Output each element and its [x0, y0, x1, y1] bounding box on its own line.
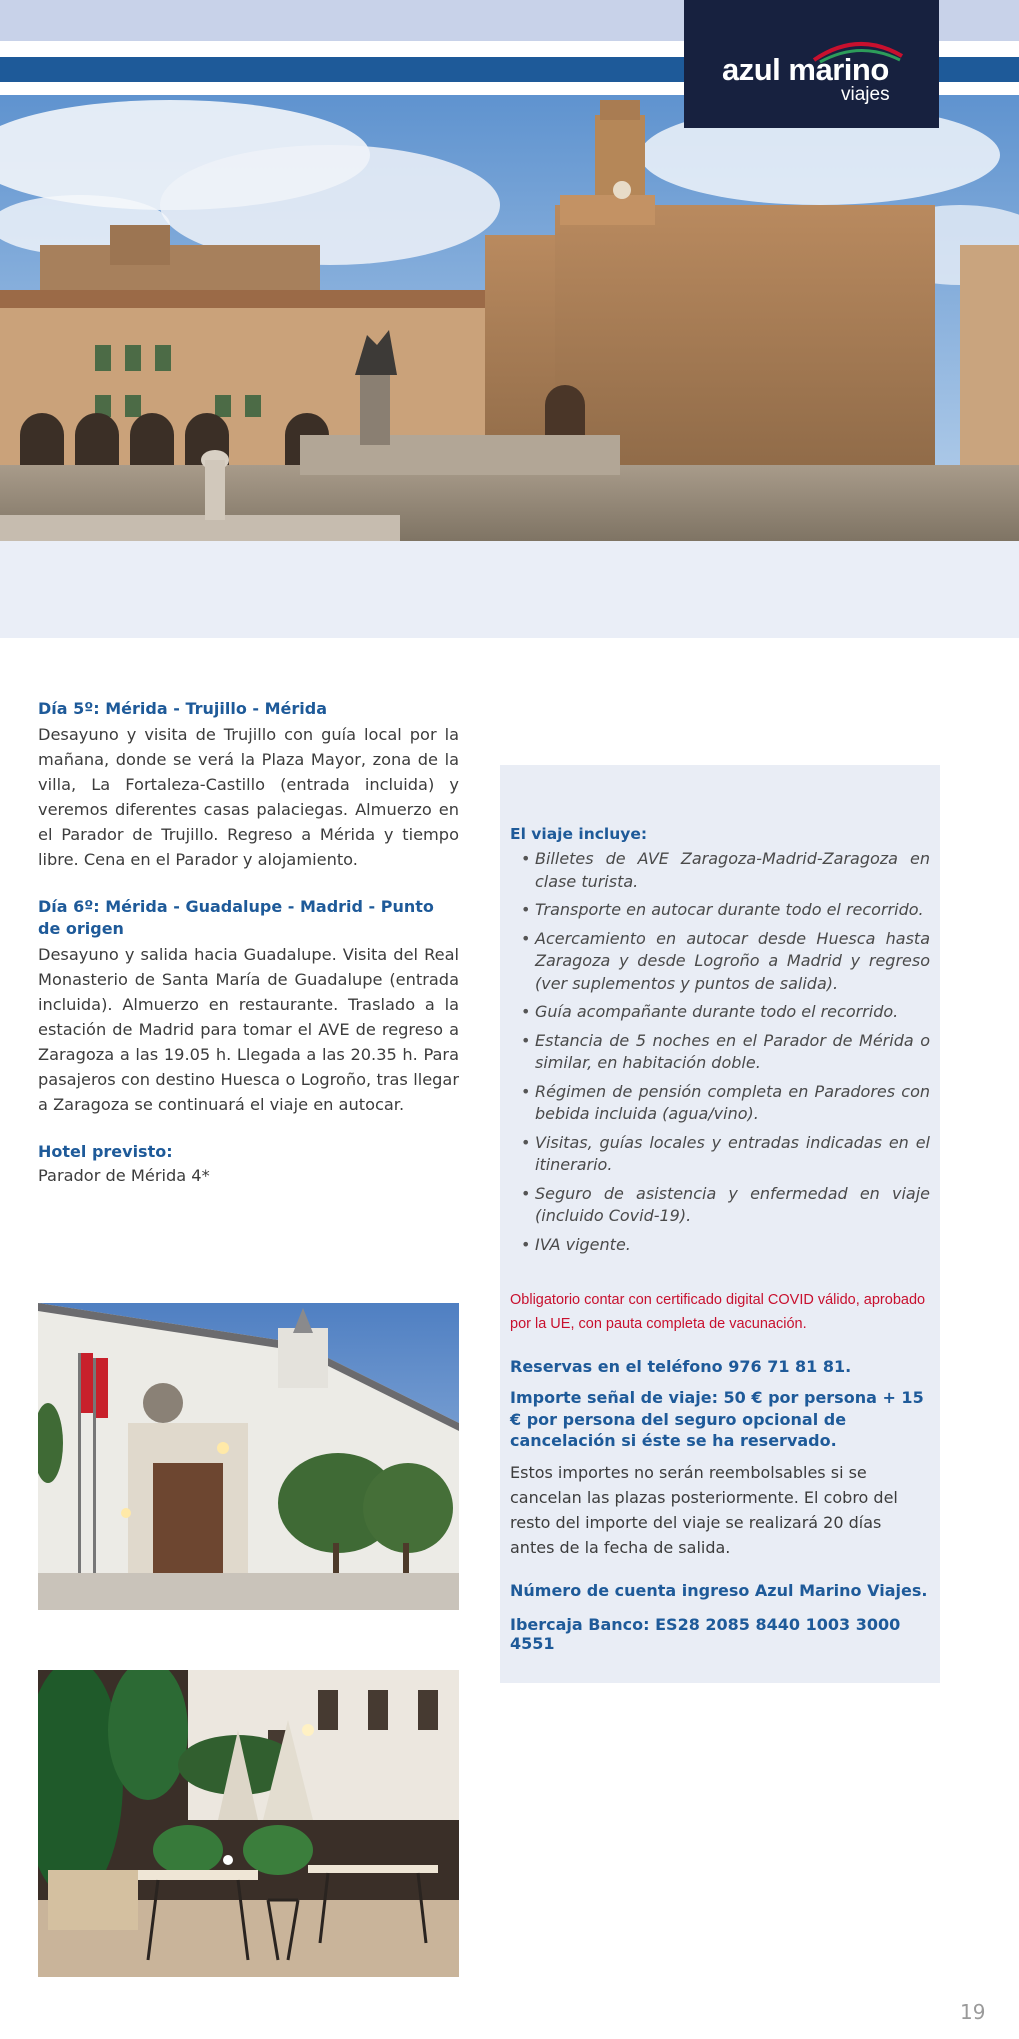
bullet-icon: • — [521, 928, 531, 948]
list-item: • Régimen de pensión completa en Paradores con bebida incluida (agua/vino). — [521, 1081, 930, 1123]
trip-info-panel — [500, 765, 940, 1683]
list-item: • Visitas, guías locales y entradas indicadas en el itinerario. — [521, 1132, 930, 1174]
includes-title: El viaje incluye: — [510, 825, 648, 843]
account-title: Número de cuenta ingreso Azul Marino Viajes. — [510, 1581, 928, 1600]
logo-subtext: viajes — [841, 84, 890, 105]
decorative-band — [0, 541, 1019, 638]
page-number: 19 — [960, 2000, 986, 2024]
bullet-icon: • — [521, 1234, 531, 1254]
bullet-icon: • — [521, 1030, 531, 1050]
list-item: • Transporte en autocar durante todo el recorrido. — [510, 899, 930, 922]
bullet-icon: • — [521, 1081, 531, 1101]
hotel-title: Hotel previsto: — [38, 1142, 173, 1161]
day-5-text: Desayuno y visita de Trujillo con guía local por la mañana, donde se verá la Plaza Mayor, zona de la villa, La Fortaleza-Castillo (entrada incluida) y veremos diferentes casas palaciegas. Almuerzo en el Parador de Trujillo. Regreso a Mérida y tiempo libre. Cena en el Parador y alojamiento. — [38, 725, 459, 869]
deposit-amount: Importe señal de viaje: 50 € por persona + 15 € por persona del seguro opcional de cancelación si éste se ha reservado. — [510, 1388, 924, 1450]
itinerary — [38, 698, 459, 1117]
day-6-text: Desayuno y salida hacia Guadalupe. Visita del Real Monasterio de Santa María de Guadalupe (entrada incluida). Almuerzo en restaurante. Traslado a la estación de Madrid para tomar el AVE de regreso a Zaragoza a las 19.05 h. Llegada a las 20.35 h. Para pasajeros con destino Huesca o Logroño, tras llegar a Zaragoza se continuará el viaje en autocar. — [38, 945, 459, 1114]
list-item: • Acercamiento en autocar desde Huesca hasta Zaragoza y desde Logroño a Madrid y regreso (ver suplementos y puntos de salida). — [521, 928, 930, 993]
list-item: • Guía acompañante durante todo el recorrido. — [510, 1001, 930, 1024]
hotel-name: Parador de Mérida 4* — [38, 1166, 210, 1185]
bullet-icon: • — [521, 1132, 531, 1152]
list-item: • IVA vigente. — [510, 1234, 930, 1257]
parador-facade-photo — [38, 1303, 459, 1610]
hero-photo-trujillo — [0, 95, 1019, 541]
bullet-icon: • — [521, 900, 531, 919]
bullet-icon: • — [521, 1002, 531, 1021]
day-5-title: Día 5º: Mérida - Trujillo - Mérida — [38, 699, 327, 718]
list-item: • Billetes de AVE Zaragoza-Madrid-Zaragoza en clase turista. — [521, 849, 930, 891]
includes-list — [510, 848, 930, 1262]
logo-text: azul marino — [722, 52, 889, 87]
brand-logo — [684, 0, 939, 128]
refund-policy: Estos importes no serán reembolsables si se cancelan las plazas posteriormente. El cobro del resto del importe del viaje se realizará 20 días antes de la fecha de salida. — [510, 1463, 898, 1557]
account-number: Ibercaja Banco: ES28 2085 8440 1003 3000 4551 — [510, 1615, 901, 1653]
parador-terrace-photo — [38, 1670, 459, 1977]
bullet-icon: • — [521, 849, 531, 868]
bullet-icon: • — [521, 1183, 531, 1203]
list-item: • Seguro de asistencia y enfermedad en viaje (incluido Covid-19). — [521, 1183, 930, 1225]
list-item: • Estancia de 5 noches en el Parador de Mérida o similar, en habitación doble. — [521, 1030, 930, 1072]
reservation-phone: Reservas en el teléfono 976 71 81 81. — [510, 1357, 852, 1376]
day-6-title: Día 6º: Mérida - Guadalupe - Madrid - Punto de origen — [38, 897, 434, 938]
covid-notice: Obligatorio contar con certificado digital COVID válido, aprobado por la UE, con pauta completa de vacunación. — [510, 1292, 926, 1332]
